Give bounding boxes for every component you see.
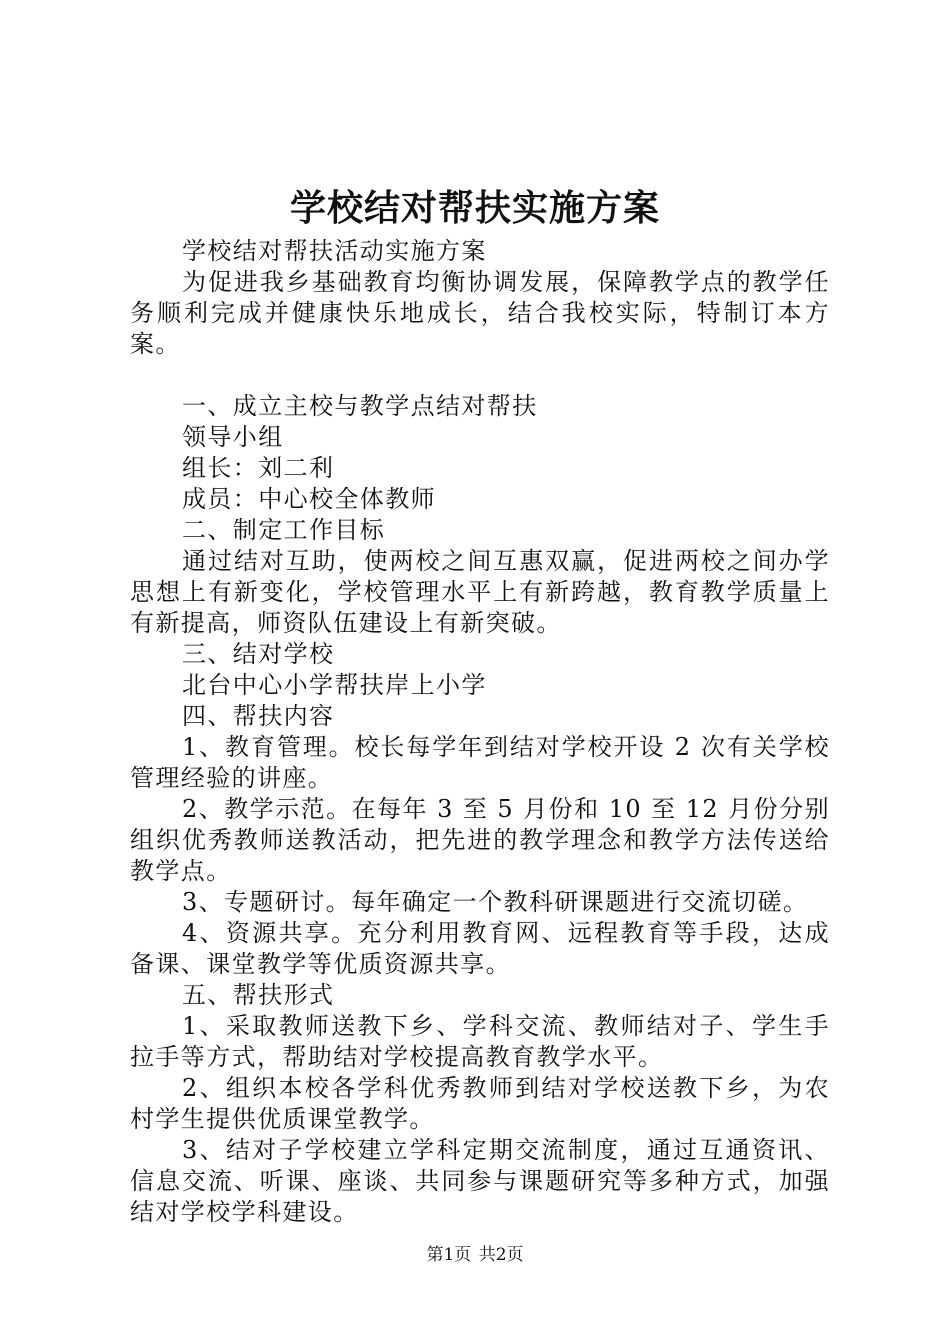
page-footer [0, 1243, 950, 1267]
section-heading-1: 一、成立主校与教学点结对帮扶 [182, 392, 538, 420]
document-title: 学校结对帮扶实施方案 [289, 187, 660, 229]
paragraph-leadership-group: 领导小组 [182, 423, 284, 451]
list-item: 3、结对子学校建立学科定期交流制度，通过互通资讯、信息交流、听课、座谈、共同参与课题研究等多种方式，加强结对学校学科建设。 [130, 1136, 830, 1226]
list-item: 2、组织本校各学科优秀教师到结对学校送教下乡，为农村学生提供优质课堂教学。 [130, 1074, 830, 1133]
list-item: 1、采取教师送教下乡、学科交流、教师结对子、学生手拉手等方式，帮助结对学校提高教育教学水平。 [130, 1012, 830, 1071]
paragraph-work-goal: 通过结对互助，使两校之间互惠双赢，促进两校之间办学思想上有新变化，学校管理水平上有新跨越，教育教学质量上有新提高，师资队伍建设上有新突破。 [130, 547, 830, 637]
document-body [130, 236, 830, 1228]
section-heading-4: 四、帮扶内容 [182, 702, 335, 730]
paragraph-subtitle: 学校结对帮扶活动实施方案 [182, 237, 487, 265]
page-total: 共2页 [478, 1245, 524, 1265]
paragraph-paired-schools: 北台中心小学帮扶岸上小学 [182, 671, 487, 699]
section-heading-5: 五、帮扶形式 [182, 981, 335, 1009]
list-item: 3、专题研讨。每年确定一个教科研课题进行交流切磋。 [182, 888, 809, 916]
paragraph-intro: 为促进我乡基础教育均衡协调发展，保障教学点的教学任务顺利完成并健康快乐地成长，结合我校实际，特制订本方案。 [130, 268, 830, 358]
section-heading-3: 三、结对学校 [182, 640, 335, 668]
list-item: 1、教育管理。校长每学年到结对学校开设 2 次有关学校管理经验的讲座。 [130, 733, 830, 792]
paragraph-group-leader: 组长：刘二利 [182, 454, 335, 482]
section-heading-2: 二、制定工作目标 [182, 516, 386, 544]
page-number: 第1页 [426, 1245, 472, 1265]
paragraph-group-members: 成员：中心校全体教师 [182, 485, 436, 513]
list-item: 2、教学示范。在每年 3 至 5 月份和 10 至 12 月份分别组织优秀教师送教活动，把先进的教学理念和教学方法传送给教学点。 [130, 795, 830, 885]
list-item: 4、资源共享。充分利用教育网、远程教育等手段，达成备课、课堂教学等优质资源共享。 [130, 919, 830, 978]
